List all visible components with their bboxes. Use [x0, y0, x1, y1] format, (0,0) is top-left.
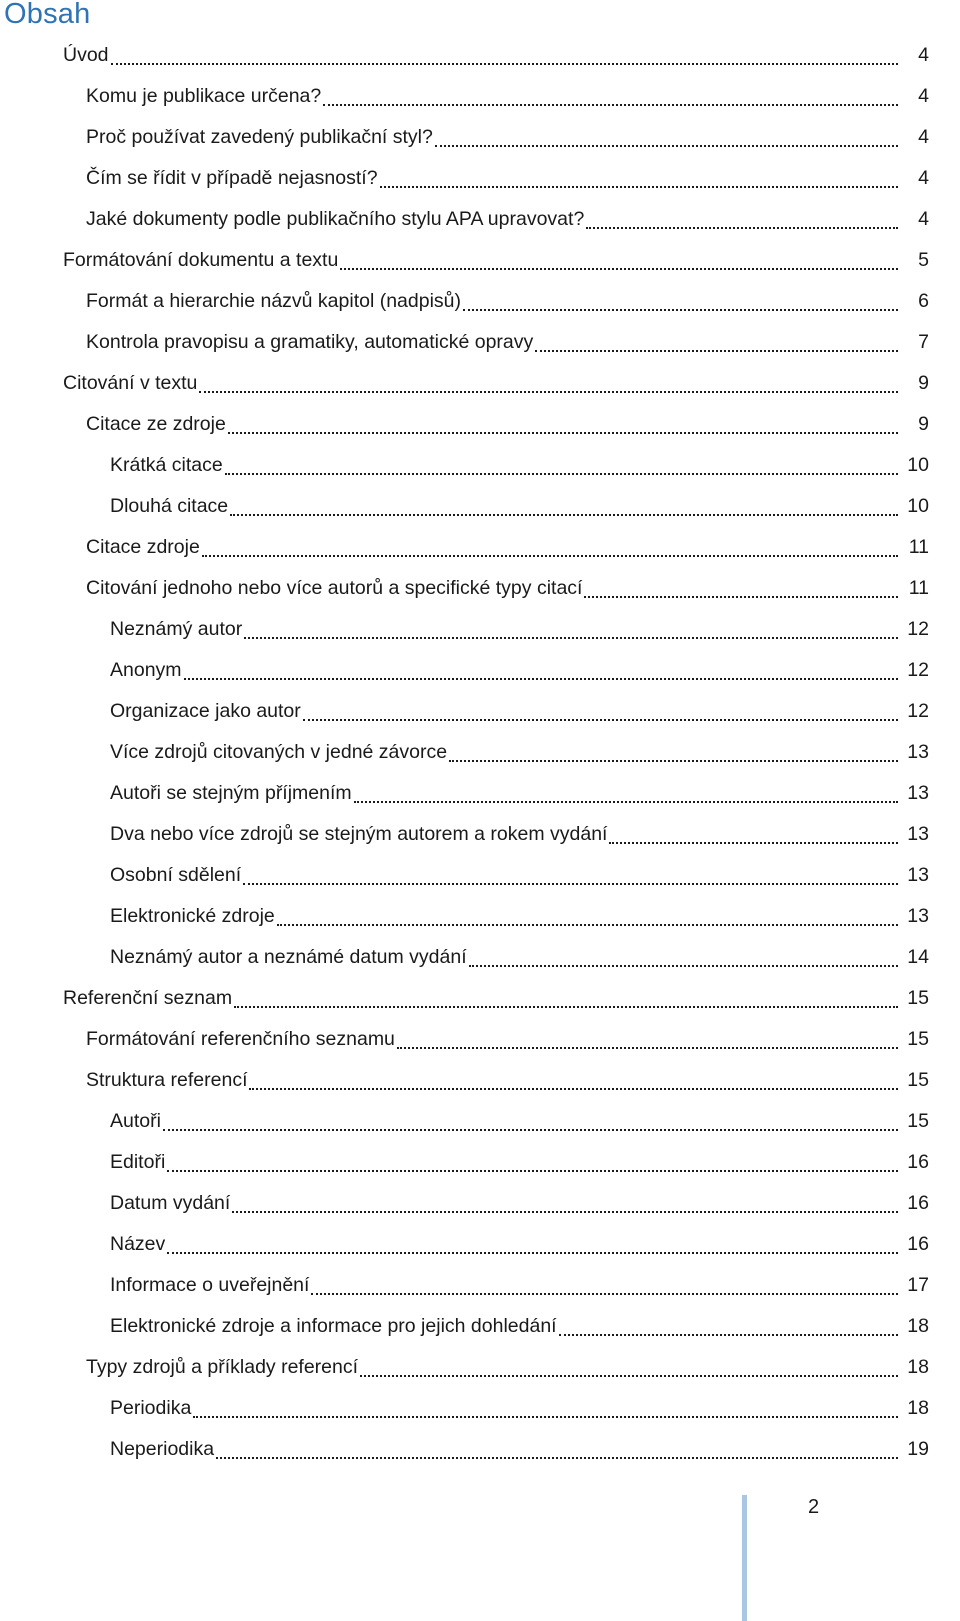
- toc-dot-leader: [199, 363, 898, 404]
- toc-entry[interactable]: [0, 240, 960, 281]
- toc-entry[interactable]: [0, 1019, 960, 1060]
- toc-entry-page[interactable]: 13: [907, 864, 929, 886]
- toc-entry-page[interactable]: 4: [918, 167, 929, 189]
- toc-entry[interactable]: [0, 158, 960, 199]
- toc-dot-leader: [340, 240, 898, 281]
- toc-entry[interactable]: [0, 691, 960, 732]
- toc-entry-title[interactable]: Struktura referencí: [86, 1060, 249, 1101]
- toc-dot-leader: [202, 527, 898, 568]
- toc-entry-title[interactable]: Úvod: [63, 35, 111, 76]
- toc-entry-page[interactable]: 18: [907, 1315, 929, 1337]
- toc-entry-page[interactable]: 19: [907, 1438, 929, 1460]
- toc-dot-leader: [584, 568, 898, 609]
- toc-entry[interactable]: [0, 404, 960, 445]
- toc-entry-title[interactable]: Neznámý autor a neznámé datum vydání: [110, 937, 469, 978]
- toc-entry-page[interactable]: 12: [907, 659, 929, 681]
- toc-dot-leader: [216, 1429, 898, 1470]
- toc-entry[interactable]: [0, 773, 960, 814]
- toc-entry-page[interactable]: 6: [918, 290, 929, 312]
- toc-entry[interactable]: [0, 937, 960, 978]
- toc-entry[interactable]: [0, 609, 960, 650]
- toc-entry[interactable]: [0, 814, 960, 855]
- toc-dot-leader: [184, 650, 898, 691]
- toc-entry[interactable]: [0, 322, 960, 363]
- footer-divider: [742, 1495, 747, 1621]
- toc-entry-page[interactable]: 16: [907, 1192, 929, 1214]
- toc-entry-page[interactable]: 16: [907, 1233, 929, 1255]
- toc-dot-leader: [559, 1306, 898, 1347]
- toc-dot-leader: [449, 732, 898, 773]
- toc-entry-page[interactable]: 14: [907, 946, 929, 968]
- toc-entry-title[interactable]: Organizace jako autor: [110, 691, 303, 732]
- toc-dot-leader: [163, 1101, 898, 1142]
- toc-dot-leader: [228, 404, 898, 445]
- toc-entry-title[interactable]: Anonym: [110, 650, 184, 691]
- toc-entry-page[interactable]: 15: [907, 1110, 929, 1132]
- toc-entry-page[interactable]: 17: [907, 1274, 929, 1296]
- toc-entry-page[interactable]: 13: [907, 823, 929, 845]
- toc-entry-page[interactable]: 13: [907, 905, 929, 927]
- toc-entry[interactable]: [0, 527, 960, 568]
- toc-entry[interactable]: [0, 1101, 960, 1142]
- toc-entry-title[interactable]: Autoři se stejným příjmením: [110, 773, 354, 814]
- toc-dot-leader: [249, 1060, 898, 1101]
- toc-entry[interactable]: [0, 1183, 960, 1224]
- toc-entry[interactable]: [0, 1265, 960, 1306]
- toc-dot-leader: [193, 1388, 898, 1429]
- toc-entry[interactable]: [0, 1224, 960, 1265]
- toc-entry[interactable]: [0, 978, 960, 1019]
- toc-entry-title[interactable]: Neperiodika: [110, 1429, 216, 1470]
- toc-dot-leader: [277, 896, 898, 937]
- toc-dot-leader: [586, 199, 898, 240]
- toc-entry-title[interactable]: Referenční seznam: [63, 978, 234, 1019]
- toc-dot-leader: [354, 773, 898, 814]
- toc-entry[interactable]: [0, 76, 960, 117]
- toc-dot-leader: [303, 691, 898, 732]
- toc-entry[interactable]: [0, 1306, 960, 1347]
- toc-entry-title[interactable]: Neznámý autor: [110, 609, 244, 650]
- toc-entry-page[interactable]: 7: [918, 331, 929, 353]
- toc-entry-page[interactable]: 16: [907, 1151, 929, 1173]
- toc-dot-leader: [360, 1347, 898, 1388]
- toc-entry-title[interactable]: Periodika: [110, 1388, 193, 1429]
- table-of-contents: [0, 35, 960, 1470]
- toc-entry-title[interactable]: Formát a hierarchie názvů kapitol (nadpisů): [86, 281, 463, 322]
- toc-entry-title[interactable]: Elektronické zdroje a informace pro jejich dohledání: [110, 1306, 559, 1347]
- toc-entry[interactable]: [0, 732, 960, 773]
- toc-entry[interactable]: [0, 363, 960, 404]
- toc-entry-title[interactable]: Citace ze zdroje: [86, 404, 228, 445]
- toc-dot-leader: [380, 158, 898, 199]
- toc-entry[interactable]: [0, 1388, 960, 1429]
- toc-entry-title[interactable]: Dva nebo více zdrojů se stejným autorem a rokem vydání: [110, 814, 609, 855]
- toc-entry[interactable]: [0, 281, 960, 322]
- toc-entry[interactable]: [0, 445, 960, 486]
- toc-entry-title[interactable]: Citování jednoho nebo více autorů a specifické typy citací: [86, 568, 584, 609]
- toc-entry-title[interactable]: Osobní sdělení: [110, 855, 243, 896]
- toc-entry-title[interactable]: Citování v textu: [63, 363, 199, 404]
- toc-entry-page[interactable]: 9: [918, 372, 929, 394]
- toc-dot-leader: [397, 1019, 898, 1060]
- toc-dot-leader: [463, 281, 898, 322]
- toc-dot-leader: [167, 1224, 898, 1265]
- toc-entry-page[interactable]: 15: [907, 987, 929, 1009]
- toc-entry-page[interactable]: 18: [907, 1356, 929, 1378]
- toc-entry-title[interactable]: Kontrola pravopisu a gramatiky, automatické opravy: [86, 322, 535, 363]
- toc-dot-leader: [435, 117, 898, 158]
- toc-entry-page[interactable]: 11: [908, 577, 929, 599]
- toc-entry-page[interactable]: 13: [907, 741, 929, 763]
- toc-dot-leader: [232, 1183, 898, 1224]
- toc-entry-title[interactable]: Typy zdrojů a příklady referencí: [86, 1347, 360, 1388]
- toc-entry-page[interactable]: 15: [907, 1069, 929, 1091]
- toc-entry[interactable]: [0, 199, 960, 240]
- toc-entry-page[interactable]: 4: [918, 126, 929, 148]
- toc-entry-page[interactable]: 18: [907, 1397, 929, 1419]
- toc-entry-title[interactable]: Editoři: [110, 1142, 167, 1183]
- toc-entry-title[interactable]: Krátká citace: [110, 445, 225, 486]
- toc-entry[interactable]: [0, 35, 960, 76]
- toc-entry-page[interactable]: 15: [907, 1028, 929, 1050]
- toc-entry-title[interactable]: Jaké dokumenty podle publikačního stylu APA upravovat?: [86, 199, 586, 240]
- toc-heading: Obsah: [4, 0, 91, 30]
- toc-entry-page[interactable]: 12: [907, 700, 929, 722]
- toc-dot-leader: [230, 486, 898, 527]
- toc-entry-page[interactable]: 12: [907, 618, 929, 640]
- toc-entry-title[interactable]: Proč používat zavedený publikační styl?: [86, 117, 435, 158]
- toc-entry[interactable]: [0, 486, 960, 527]
- toc-entry-title[interactable]: Název: [110, 1224, 167, 1265]
- toc-entry-page[interactable]: 4: [918, 208, 929, 230]
- toc-entry[interactable]: [0, 1060, 960, 1101]
- toc-entry-title[interactable]: Elektronické zdroje: [110, 896, 277, 937]
- toc-dot-leader: [244, 609, 898, 650]
- toc-entry-title[interactable]: Citace zdroje: [86, 527, 202, 568]
- toc-entry-page[interactable]: 13: [907, 782, 929, 804]
- toc-entry[interactable]: [0, 1142, 960, 1183]
- toc-entry-page[interactable]: 10: [907, 454, 929, 476]
- toc-entry-title[interactable]: Datum vydání: [110, 1183, 232, 1224]
- page-number: 2: [808, 1496, 820, 1518]
- toc-entry-title[interactable]: Více zdrojů citovaných v jedné závorce: [110, 732, 449, 773]
- toc-entry[interactable]: [0, 855, 960, 896]
- toc-entry-title[interactable]: Formátování referenčního seznamu: [86, 1019, 397, 1060]
- toc-entry-page[interactable]: 11: [908, 536, 929, 558]
- toc-entry-page[interactable]: 9: [918, 413, 929, 435]
- toc-entry-title[interactable]: Informace o uveřejnění: [110, 1265, 311, 1306]
- toc-entry[interactable]: [0, 650, 960, 691]
- toc-dot-leader: [311, 1265, 898, 1306]
- toc-entry-title[interactable]: Dlouhá citace: [110, 486, 230, 527]
- toc-entry[interactable]: [0, 1429, 960, 1470]
- toc-entry[interactable]: [0, 117, 960, 158]
- toc-dot-leader: [167, 1142, 898, 1183]
- toc-entry-title[interactable]: Čím se řídit v případě nejasností?: [86, 158, 380, 199]
- toc-entry-page[interactable]: 10: [907, 495, 929, 517]
- toc-dot-leader: [234, 978, 898, 1019]
- toc-dot-leader: [243, 855, 898, 896]
- toc-entry[interactable]: [0, 896, 960, 937]
- toc-dot-leader: [609, 814, 898, 855]
- toc-dot-leader: [469, 937, 898, 978]
- toc-entry[interactable]: [0, 1347, 960, 1388]
- toc-dot-leader: [535, 322, 898, 363]
- toc-entry[interactable]: [0, 568, 960, 609]
- toc-entry-title[interactable]: Autoři: [110, 1101, 163, 1142]
- toc-dot-leader: [225, 445, 898, 486]
- toc-entry-page[interactable]: 5: [918, 249, 929, 271]
- toc-entry-page[interactable]: 4: [918, 44, 929, 66]
- toc-dot-leader: [323, 76, 898, 117]
- toc-dot-leader: [111, 35, 898, 76]
- toc-entry-title[interactable]: Formátování dokumentu a textu: [63, 240, 340, 281]
- toc-entry-title[interactable]: Komu je publikace určena?: [86, 76, 323, 117]
- toc-entry-page[interactable]: 4: [918, 85, 929, 107]
